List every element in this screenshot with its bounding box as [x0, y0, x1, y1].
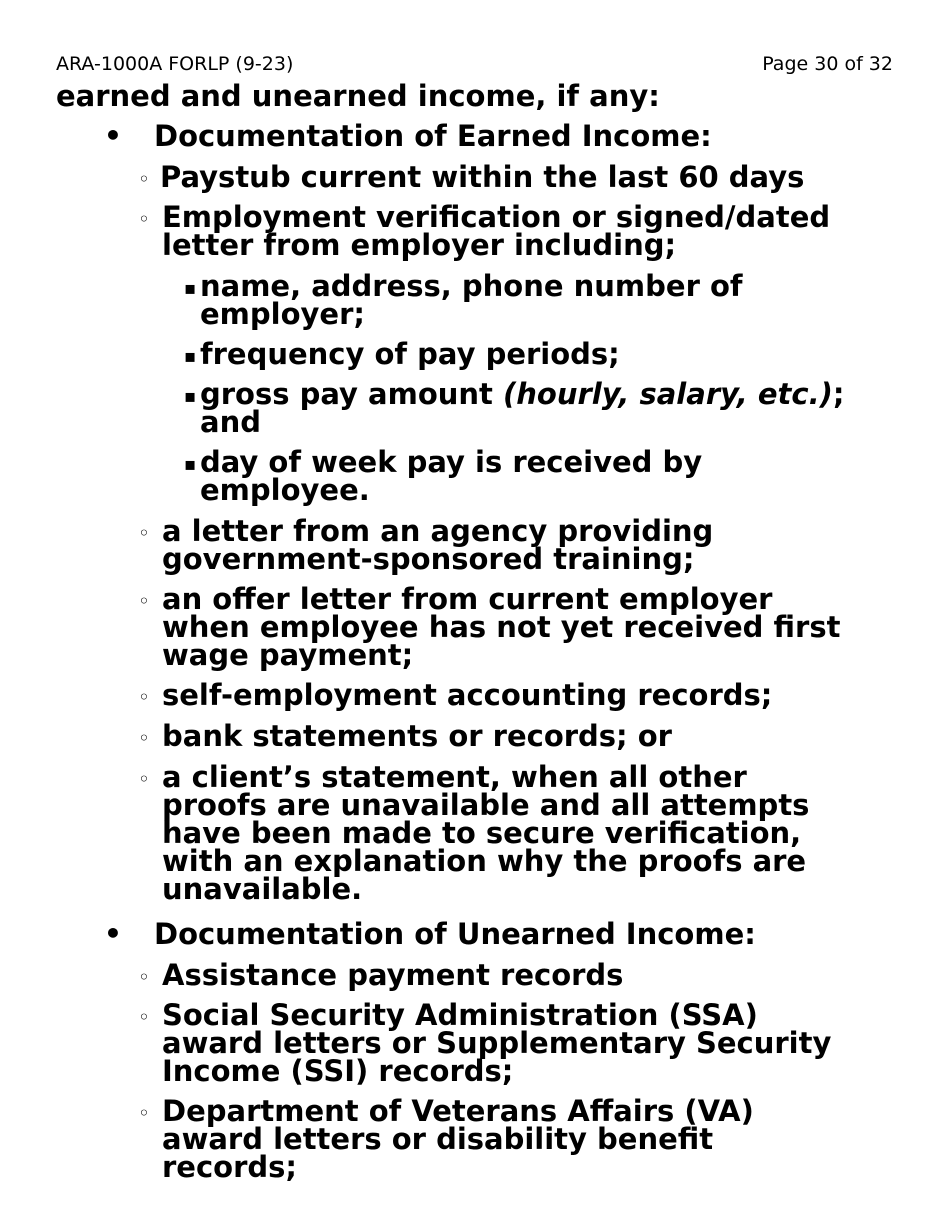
- text-italic: (hourly, salary, etc.): [503, 377, 833, 411]
- page-number: Page 30 of 32: [762, 53, 893, 75]
- square-bullet-icon: ▪: [184, 386, 197, 407]
- bullet-icon: •: [104, 917, 122, 950]
- list-item-text: a client’s statement, when all other: [162, 760, 747, 794]
- list-item-text: Assistance payment records: [162, 958, 624, 992]
- square-bullet-icon: ▪: [184, 346, 197, 367]
- circle-bullet-icon: ◦: [138, 685, 150, 709]
- list-item-text: self-employment accounting records;: [162, 678, 773, 712]
- sub-list-item-text: and: [200, 405, 261, 439]
- list-item-text: have been made to secure verification,: [162, 816, 802, 850]
- circle-bullet-icon: ◦: [138, 1101, 150, 1125]
- list-item-text: records;: [162, 1150, 298, 1184]
- square-bullet-icon: ▪: [184, 454, 197, 475]
- list-item-text: Employment verification or signed/dated: [162, 200, 831, 234]
- bullet-icon: •: [104, 119, 122, 152]
- list-item-text: proofs are unavailable and all attempts: [162, 788, 810, 822]
- list-item-text: with an explanation why the proofs are: [162, 844, 807, 878]
- circle-bullet-icon: ◦: [138, 167, 150, 191]
- section-title: Documentation of Earned Income:: [154, 119, 712, 153]
- list-item-text: when employee has not yet received first: [162, 610, 841, 644]
- square-bullet-icon: ▪: [184, 278, 197, 299]
- text-plain: gross pay amount: [200, 377, 503, 411]
- sub-list-item-text: frequency of pay periods;: [200, 337, 620, 371]
- circle-bullet-icon: ◦: [138, 521, 150, 545]
- form-id: ARA-1000A FORLP (9-23): [56, 53, 294, 75]
- circle-bullet-icon: ◦: [138, 1005, 150, 1029]
- circle-bullet-icon: ◦: [138, 726, 150, 750]
- list-item-text: a letter from an agency providing: [162, 514, 714, 548]
- sub-list-item-text: employee.: [200, 473, 370, 507]
- circle-bullet-icon: ◦: [138, 207, 150, 231]
- sub-list-item-text: name, address, phone number of: [200, 269, 743, 303]
- circle-bullet-icon: ◦: [138, 589, 150, 613]
- circle-bullet-icon: ◦: [138, 965, 150, 989]
- list-item-text: unavailable.: [162, 872, 363, 906]
- list-item-text: government-sponsored training;: [162, 542, 695, 576]
- list-item-text: Social Security Administration (SSA): [162, 998, 758, 1032]
- sub-list-item-text: [200, 377, 845, 411]
- list-item-text: bank statements or records; or: [162, 719, 672, 753]
- sub-list-item-text: employer;: [200, 297, 365, 331]
- section-title: Documentation of Unearned Income:: [154, 917, 756, 951]
- list-item-text: Department of Veterans Affairs (VA): [162, 1094, 754, 1128]
- intro-text: earned and unearned income, if any:: [56, 79, 660, 113]
- list-item-text: wage payment;: [162, 638, 414, 672]
- list-item-text: Income (SSI) records;: [162, 1054, 514, 1088]
- sub-list-item-text: day of week pay is received by: [200, 445, 703, 479]
- text-plain: ;: [832, 377, 845, 411]
- circle-bullet-icon: ◦: [138, 767, 150, 791]
- list-item-text: Paystub current within the last 60 days: [160, 160, 805, 194]
- list-item-text: an offer letter from current employer: [162, 582, 773, 616]
- list-item-text: letter from employer including;: [162, 228, 677, 262]
- list-item-text: award letters or disability benefit: [162, 1122, 714, 1156]
- list-item-text: award letters or Supplementary Security: [162, 1026, 832, 1060]
